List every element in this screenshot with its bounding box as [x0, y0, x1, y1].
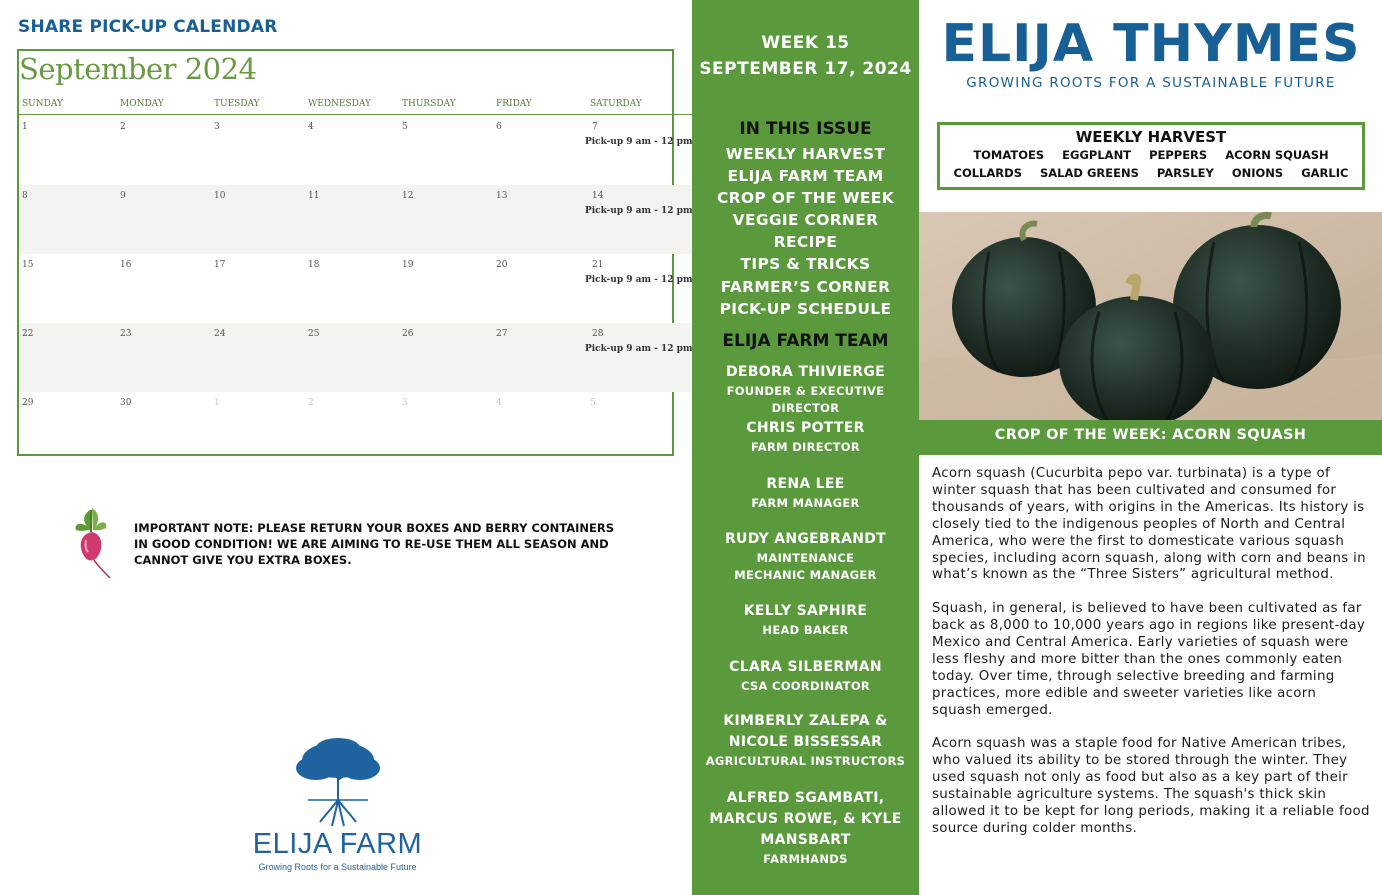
- logo-name: ELIJA FARM: [252, 828, 423, 860]
- newsletter-title: ELIJA THYMES: [941, 14, 1361, 74]
- pickup-time-note: Pick-up 9 am - 12 pm: [585, 344, 693, 354]
- calendar-day: 3: [214, 122, 220, 132]
- weekday-label: FRIDAY: [496, 99, 532, 109]
- team-title: ELIJA FARM TEAM: [722, 331, 889, 351]
- radish-icon: [70, 506, 116, 582]
- calendar-day: 5: [590, 398, 596, 408]
- weekly-harvest-box: [937, 122, 1365, 190]
- calendar-day: 29: [22, 398, 34, 408]
- weekday-label: SATURDAY: [590, 99, 642, 109]
- issue-item: TIPS & TRICKS: [740, 255, 871, 274]
- important-note: [70, 506, 630, 582]
- harvest-item: TOMATOES: [973, 148, 1045, 162]
- member-role: CSA COORDINATOR: [740, 679, 871, 693]
- harvest-item: ONIONS: [1231, 166, 1284, 180]
- pickup-time-note: Pick-up 9 am - 12 pm: [585, 275, 693, 285]
- harvest-item: PEPPERS: [1149, 148, 1208, 162]
- member-name: DEBORA THIVIERGE: [726, 364, 885, 380]
- harvest-row: [940, 146, 1362, 164]
- in-this-issue-list: [692, 143, 919, 320]
- calendar-day: 23: [120, 329, 132, 339]
- harvest-item: SALAD GREENS: [1040, 166, 1139, 180]
- member-role: AGRICULTURAL INSTRUCTORS: [705, 754, 906, 768]
- calendar-section-title: SHARE PICK-UP CALENDAR: [18, 17, 278, 37]
- calendar-day: 6: [496, 122, 502, 132]
- crop-article: [932, 466, 1370, 855]
- harvest-row: [940, 164, 1362, 182]
- newsletter-sidebar: [692, 0, 919, 895]
- calendar-week-row: [19, 185, 719, 254]
- member-name: KELLY SAPHIRE: [743, 603, 868, 619]
- calendar-day: 11: [308, 191, 320, 201]
- harvest-title: WEEKLY HARVEST: [1075, 128, 1227, 146]
- weekday-label: TUESDAY: [214, 99, 260, 109]
- calendar-day: 5: [402, 122, 408, 132]
- calendar-day: 17: [214, 260, 226, 270]
- crop-of-the-week-banner: CROP OF THE WEEK: ACORN SQUASH: [919, 420, 1382, 455]
- important-note-text: IMPORTANT NOTE: PLEASE RETURN YOUR BOXES AND BERRY CONTAINERS IN GOOD CONDITION! WE ARE AIMING TO RE-USE THEM ALL SEASON AND CANNOT GIVE YOU EXTRA BOXES.: [134, 521, 615, 567]
- calendar-day: 9: [120, 191, 126, 201]
- calendar-day: 4: [496, 398, 502, 408]
- team-member: [692, 601, 919, 639]
- harvest-item: EGGPLANT: [1062, 148, 1132, 162]
- harvest-item: ACORN SQUASH: [1225, 148, 1329, 162]
- weekday-label: THURSDAY: [402, 99, 456, 109]
- calendar-day: 14: [592, 191, 604, 201]
- calendar-week-row: [19, 323, 719, 392]
- team-member: [692, 529, 919, 584]
- weekday-label: MONDAY: [120, 99, 164, 109]
- calendar-day: 7: [592, 122, 598, 132]
- acorn-squash-photo: [919, 212, 1382, 420]
- calendar-day: 8: [22, 191, 28, 201]
- harvest-item: PARSLEY: [1156, 166, 1214, 180]
- week-number: WEEK 15: [761, 33, 850, 53]
- weekday-label: SUNDAY: [22, 99, 63, 109]
- calendar-day: 2: [120, 122, 126, 132]
- calendar-day: 25: [308, 329, 320, 339]
- article-paragraph: Acorn squash was a staple food for Native American tribes, who valued its ability to be stored through the winter. They used squash not only as food but also as a key part of their sustainable agriculture systems. The squash's thick skin allowed it to be kept for long periods, making it a reliable food source during colder months.: [932, 736, 1370, 836]
- member-role: HEAD BAKER: [762, 623, 849, 637]
- calendar-day: 21: [592, 260, 604, 270]
- article-paragraph: Squash, in general, is believed to have been cultivated as far back as 8,000 to 10,000 years ago in regions like present-day Mexico and Central America. Early varieties of squash were less fleshy and more bitter than the ones commonly eaten today. Over time, through selective breeding and farming practices, more edible and sweeter varieties like acorn squash emerged.: [932, 601, 1366, 718]
- member-role: FARM MANAGER: [751, 496, 860, 510]
- member-role: FOUNDER & EXECUTIVE DIRECTOR: [726, 384, 885, 415]
- team-member: [692, 362, 919, 417]
- issue-week: [692, 30, 919, 82]
- issue-date: SEPTEMBER 17, 2024: [699, 59, 912, 79]
- calendar-week-row: [19, 254, 719, 323]
- tree-icon: [250, 738, 425, 828]
- article-paragraph: Acorn squash (Cucurbita pepo var. turbinata) is a type of winter squash that has been cultivated and consumed for thousands of years, with origins in the Americas. Its history is closely tied to the indigenous peoples of North and Central America, who were the first to domesticate various squash species, including acorn squash, along with corn and beans in what’s known as the “Three Sisters” agricultural method.: [932, 466, 1366, 583]
- calendar-day: 22: [22, 329, 34, 339]
- calendar-day: 19: [402, 260, 414, 270]
- calendar-day: 13: [496, 191, 508, 201]
- issue-item: PICK-UP SCHEDULE: [719, 299, 892, 318]
- pickup-time-note: Pick-up 9 am - 12 pm: [585, 137, 693, 147]
- member-role: FARM DIRECTOR: [750, 440, 861, 454]
- calendar-week-row: [19, 392, 719, 461]
- acorn-squash-image: [919, 212, 1382, 420]
- member-name: KIMBERLY ZALEPA & NICOLE BISSESSAR: [723, 713, 888, 750]
- weekday-label: WEDNESDAY: [308, 99, 371, 109]
- member-role: FARMHANDS: [763, 852, 848, 866]
- calendar-day: 26: [402, 329, 414, 339]
- pickup-calendar: [17, 49, 693, 456]
- in-this-issue-title: IN THIS ISSUE: [739, 119, 872, 139]
- member-name: CLARA SILBERMAN: [729, 659, 882, 675]
- calendar-day: 1: [22, 122, 28, 132]
- calendar-day: 28: [592, 329, 604, 339]
- team-member: [692, 474, 919, 512]
- issue-item: FARMER’S CORNER: [720, 277, 891, 296]
- member-name: ALFRED SGAMBATI, MARCUS ROWE, & KYLE MANSBART: [709, 790, 902, 848]
- pickup-time-note: Pick-up 9 am - 12 pm: [585, 206, 693, 216]
- newsletter-subtitle: GROWING ROOTS FOR A SUSTAINABLE FUTURE: [966, 75, 1336, 91]
- calendar-day: 30: [120, 398, 132, 408]
- harvest-item: GARLIC: [1301, 166, 1349, 180]
- calendar-day: 27: [496, 329, 508, 339]
- harvest-item: COLLARDS: [953, 166, 1022, 180]
- calendar-day: 12: [402, 191, 414, 201]
- team-member: [692, 711, 919, 770]
- calendar-day: 4: [308, 122, 314, 132]
- member-name: CHRIS POTTER: [746, 420, 865, 436]
- issue-item: RECIPE: [773, 233, 838, 252]
- calendar-weekday-header: [19, 97, 719, 115]
- calendar-day: 18: [308, 260, 320, 270]
- member-role: MAINTENANCE MECHANIC MANAGER: [734, 551, 877, 582]
- calendar-week-row: [19, 116, 719, 185]
- calendar-month-title: September 2024: [19, 52, 257, 86]
- calendar-day: 1: [214, 398, 220, 408]
- issue-item: WEEKLY HARVEST: [725, 145, 886, 163]
- member-name: RENA LEE: [766, 476, 845, 492]
- team-member: [692, 657, 919, 695]
- calendar-day: 20: [496, 260, 508, 270]
- member-name: RUDY ANGEBRANDT: [724, 531, 887, 547]
- calendar-day: 2: [308, 398, 314, 408]
- calendar-day: 24: [214, 329, 226, 339]
- calendar-day: 3: [402, 398, 408, 408]
- issue-item: CROP OF THE WEEK: [716, 189, 895, 208]
- calendar-day: 16: [120, 260, 132, 270]
- calendar-day: 15: [22, 260, 34, 270]
- team-member: [692, 418, 919, 456]
- issue-item: VEGGIE CORNER: [732, 211, 879, 230]
- logo-tagline: Growing Roots for a Sustainable Future: [258, 862, 417, 872]
- calendar-day: 10: [214, 191, 226, 201]
- issue-item: ELIJA FARM TEAM: [727, 167, 884, 186]
- elija-farm-logo: [250, 738, 425, 878]
- team-member: [692, 788, 919, 868]
